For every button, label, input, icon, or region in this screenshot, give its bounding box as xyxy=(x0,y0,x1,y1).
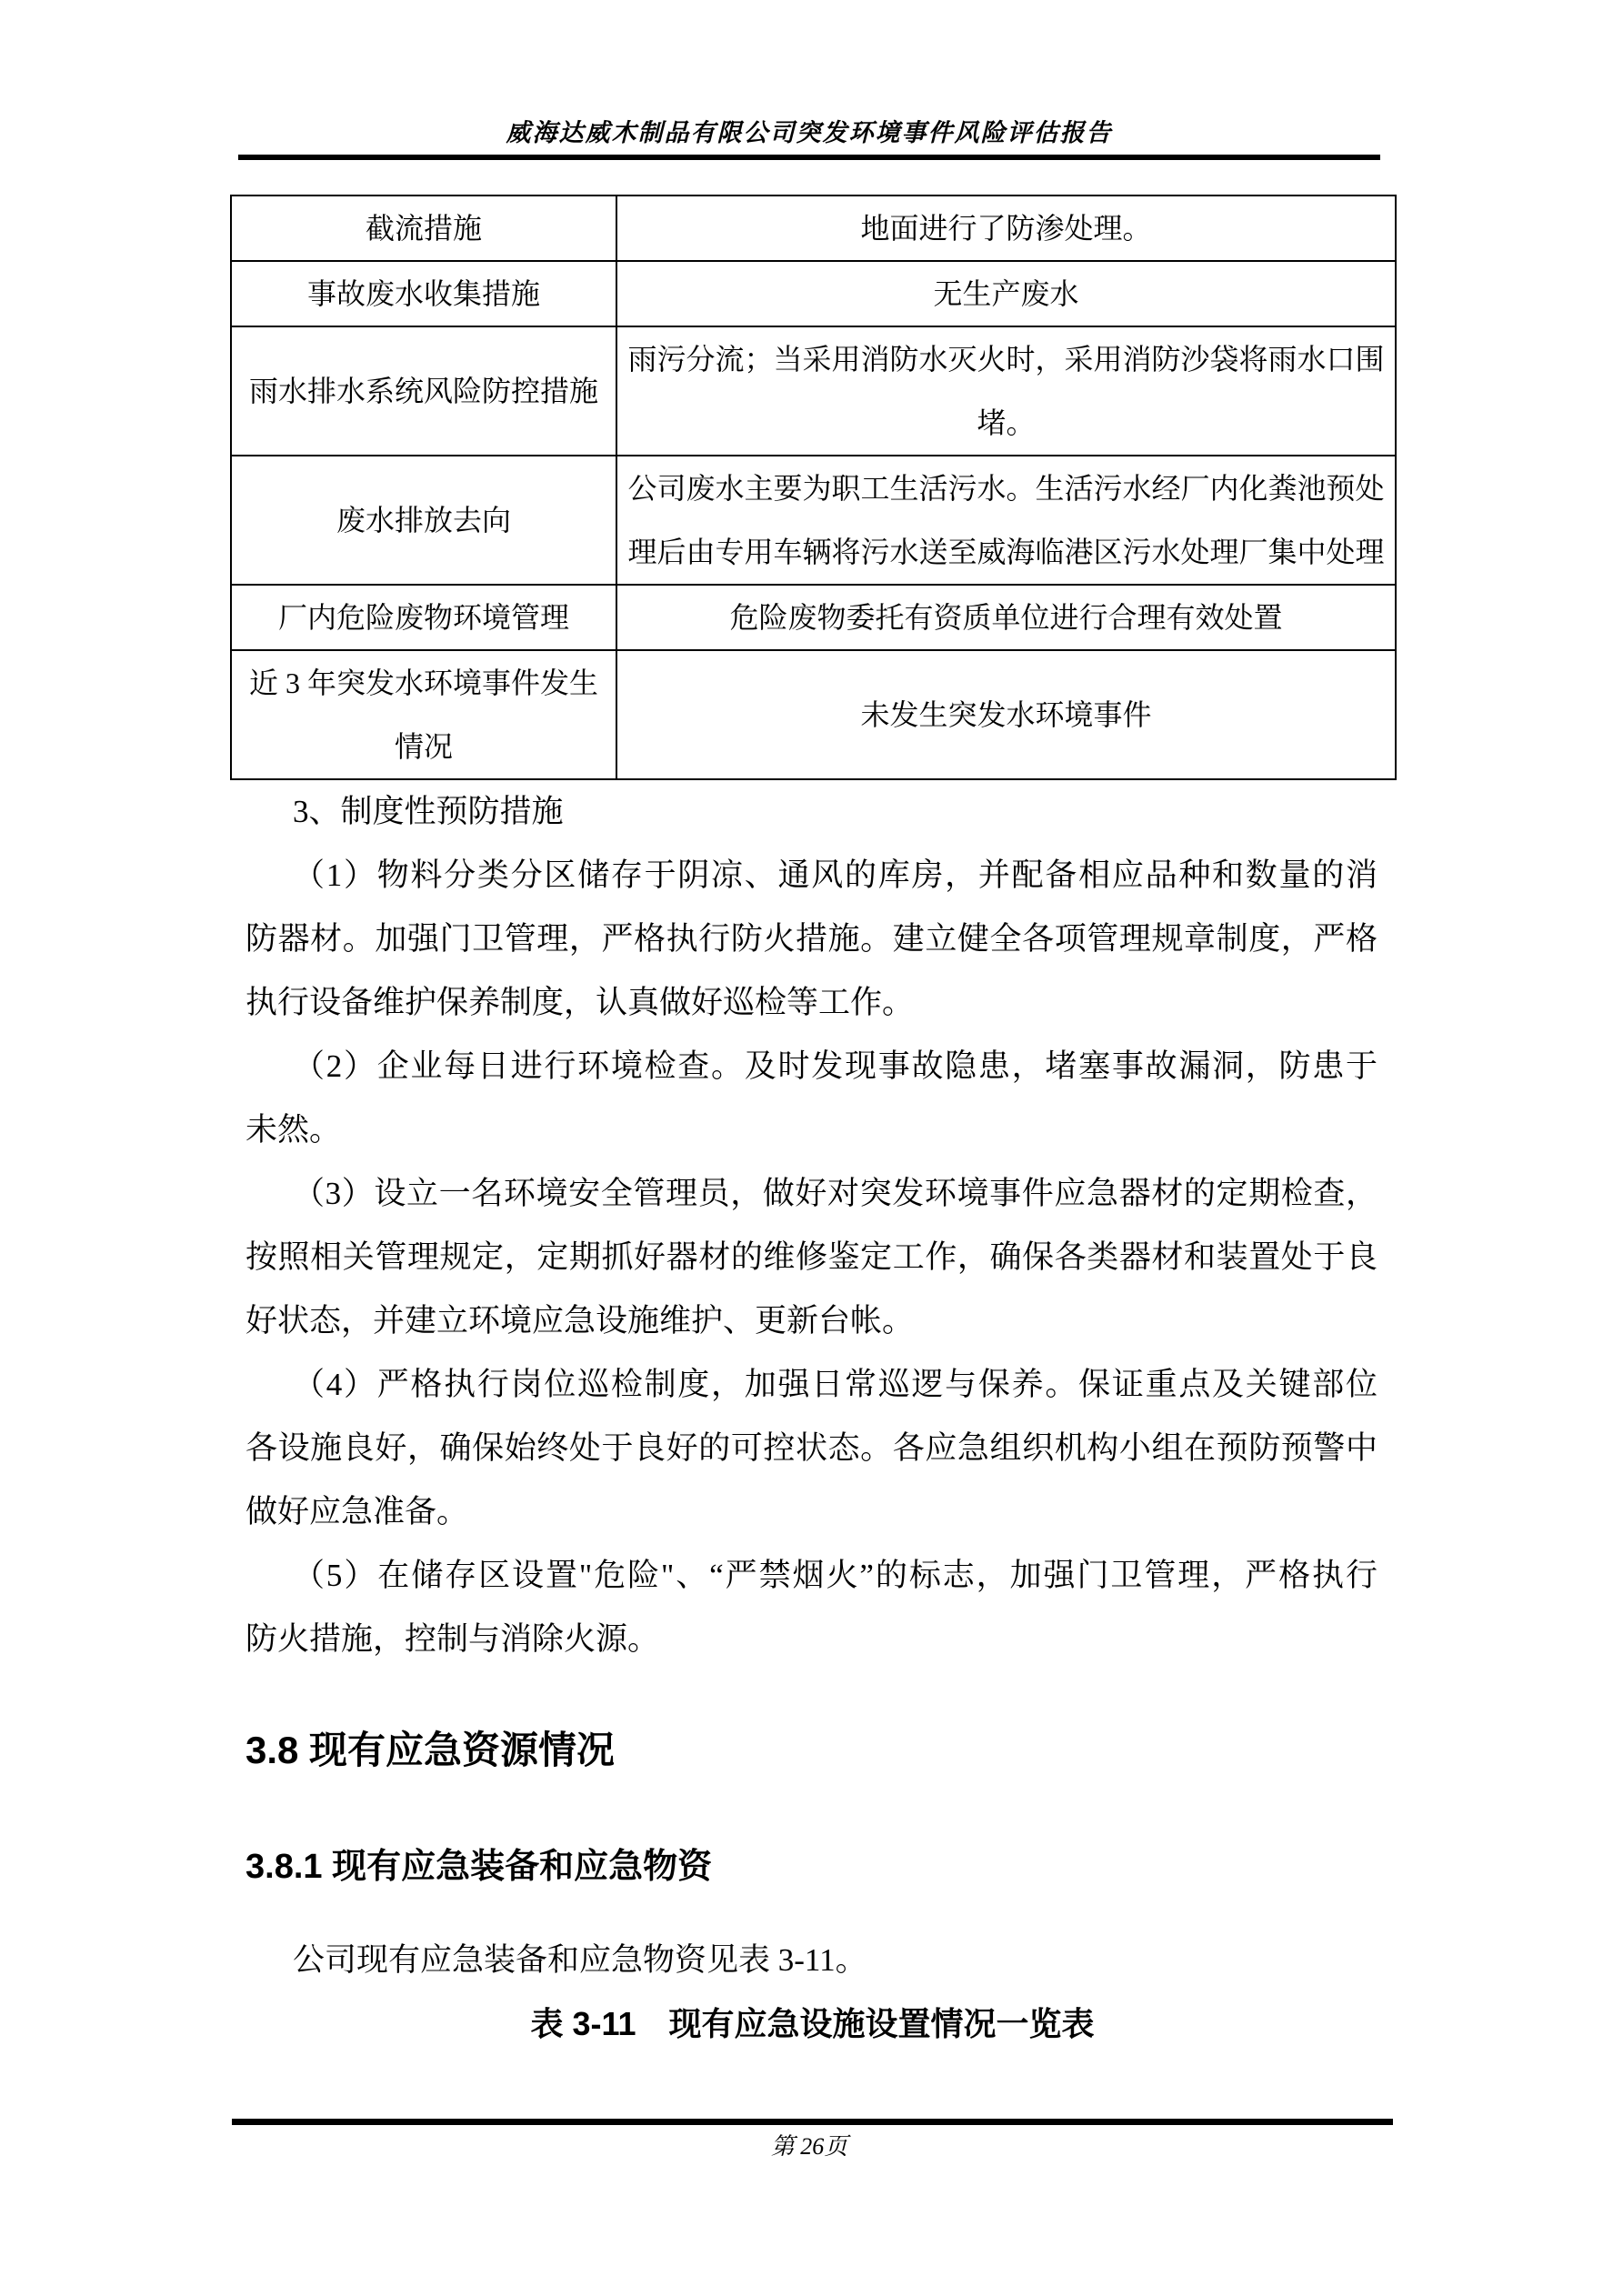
cell-line: 事故废水收集措施 xyxy=(306,277,540,310)
table-caption: 表 3-11 现有应急设施设置情况一览表 xyxy=(530,2005,1095,2042)
cell-line: 截流措施 xyxy=(365,212,482,245)
body-line: 做好应急准备。 xyxy=(245,1494,469,1529)
cell-line: 雨污分流；当采用消防水灭火时，采用消防沙袋将雨水口围 xyxy=(627,343,1385,376)
cell-line: 危险废物委托有资质单位进行合理有效处置 xyxy=(729,601,1283,634)
body-text-block xyxy=(245,780,1378,1671)
table-label-cell xyxy=(231,585,616,650)
cell-line: 公司废水主要为职工生活污水。生活污水经厂内化粪池预处 xyxy=(627,472,1385,505)
body-line: 执行设备维护保养制度，认真做好巡检等工作。 xyxy=(245,985,915,1020)
cell-line: 无生产废水 xyxy=(933,277,1079,310)
measures-table xyxy=(230,195,1397,780)
table-row xyxy=(231,261,1396,326)
cell-line: 情况 xyxy=(394,730,453,763)
table-row xyxy=(231,456,1396,585)
body-line: 3、制度性预防措施 xyxy=(293,794,564,829)
body-line: 未然。 xyxy=(245,1112,342,1148)
footer-rule xyxy=(232,2119,1393,2125)
body-line: （3）设立一名环境安全管理员，做好对突发环境事件应急器材的定期检查， xyxy=(293,1176,1378,1211)
table-value-cell xyxy=(616,585,1396,650)
section-heading-3-8-1: 3.8.1 现有应急装备和应急物资 xyxy=(245,1848,713,1886)
table-value-cell xyxy=(616,456,1396,585)
table-label-cell xyxy=(231,326,616,456)
table-row xyxy=(231,650,1396,779)
body-line: 各设施良好，确保始终处于良好的可控状态。各应急组织机构小组在预防预警中 xyxy=(245,1430,1378,1466)
cell-line: 未发生突发水环境事件 xyxy=(860,698,1152,731)
cell-line: 废水排放去向 xyxy=(336,504,511,536)
table-row xyxy=(231,585,1396,650)
cell-line: 雨水排水系统风险防控措施 xyxy=(248,375,598,407)
body-line: （2）企业每日进行环境检查。及时发现事故隐患，堵塞事故漏洞，防患于 xyxy=(293,1048,1378,1084)
cell-line: 堵。 xyxy=(977,406,1036,439)
body-line: （5）在储存区设置"危险"、“严禁烟火”的标志，加强门卫管理，严格执行 xyxy=(293,1558,1378,1593)
table-value-cell xyxy=(616,326,1396,456)
page-number: 第 26页 xyxy=(770,2133,848,2160)
table-label-cell xyxy=(231,650,616,779)
table-value-cell xyxy=(616,196,1396,261)
cell-line: 近 3 年突发水环境事件发生 xyxy=(248,667,598,699)
page-header-title: 威海达威木制品有限公司突发环境事件风险评估报告 xyxy=(506,119,1113,146)
header-rule xyxy=(238,155,1380,160)
body-line: （4）严格执行岗位巡检制度，加强日常巡逻与保养。保证重点及关键部位 xyxy=(293,1367,1378,1402)
section-heading-3-8: 3.8 现有应急资源情况 xyxy=(245,1729,616,1771)
body-line: 防器材。加强门卫管理，严格执行防火措施。建立健全各项管理规章制度，严格 xyxy=(245,921,1378,957)
cell-line: 厂内危险废物环境管理 xyxy=(277,601,569,634)
table-label-cell xyxy=(231,196,616,261)
body-line: 防火措施，控制与消除火源。 xyxy=(245,1621,660,1657)
see-table-paragraph: 公司现有应急装备和应急物资见表 3-11。 xyxy=(293,1942,867,1978)
body-line: （1）物料分类分区储存于阴凉、通风的库房，并配备相应品种和数量的消 xyxy=(293,857,1378,893)
table-row xyxy=(231,326,1396,456)
table-label-cell xyxy=(231,261,616,326)
body-line: 按照相关管理规定，定期抓好器材的维修鉴定工作，确保各类器材和装置处于良 xyxy=(245,1239,1378,1275)
table-label-cell xyxy=(231,456,616,585)
cell-line: 地面进行了防渗处理。 xyxy=(860,212,1152,245)
table-row xyxy=(231,196,1396,261)
measures-table-body xyxy=(231,196,1396,779)
table-value-cell xyxy=(616,261,1396,326)
body-line: 好状态，并建立环境应急设施维护、更新台帐。 xyxy=(245,1303,915,1338)
table-value-cell xyxy=(616,650,1396,779)
cell-line: 理后由专用车辆将污水送至威海临港区污水处理厂集中处理 xyxy=(627,536,1385,568)
